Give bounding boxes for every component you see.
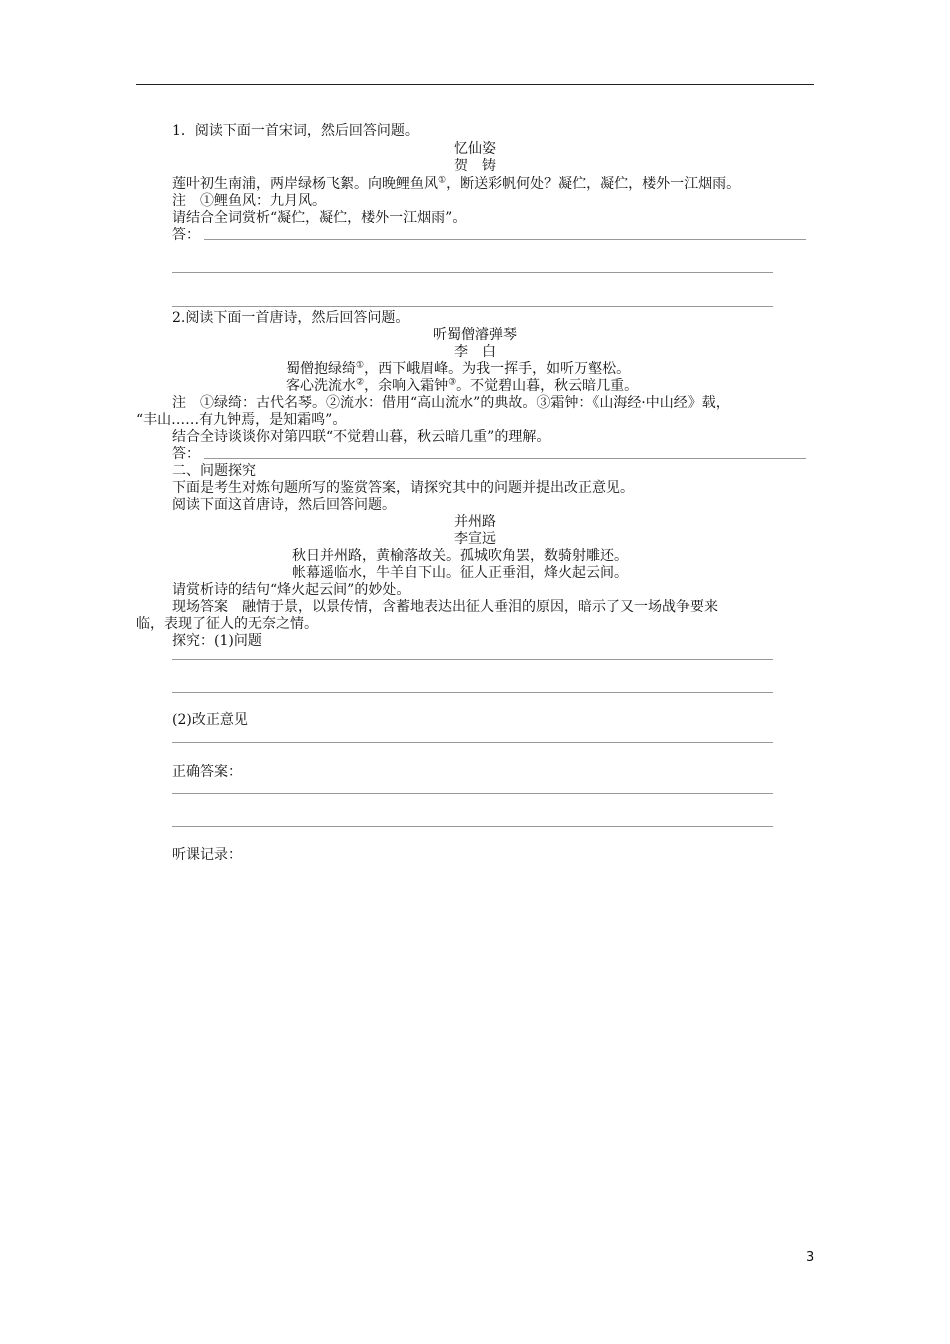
q2-prompt: 2.阅读下面一首唐诗，然后回答问题。 (172, 310, 410, 326)
explore-problem-label: 探究：(1)问题 (172, 633, 262, 649)
fix-suggestion-line[interactable] (172, 742, 773, 743)
section2-poem-title: 并州路 (454, 514, 496, 530)
section2-poem-line-1: 秋日并州路，黄榆落故关。孤城吹角罢，数骑射雕还。 (292, 548, 628, 564)
page-number: 3 (806, 1250, 815, 1265)
section2-intro: 下面是考生对炼句题所写的鉴赏答案，请探究其中的问题并提出改正意见。 (172, 480, 634, 496)
q1-poem-author: 贺 铸 (454, 158, 496, 174)
section2-poem-author: 李宣远 (454, 531, 496, 547)
q1-note: 注 ①鲤鱼风：九月风。 (172, 193, 326, 209)
section2-heading: 二、问题探究 (172, 463, 256, 479)
q1-footnote-mark: ① (438, 175, 447, 186)
q1-answer-line-2[interactable] (172, 272, 773, 273)
q2-poem-line-2-a: 客心洗流水 (286, 378, 356, 394)
q2-footnote-mark-2: ② (356, 377, 365, 388)
q1-prompt: 1．阅读下面一首宋词，然后回答问题。 (172, 123, 419, 139)
q2-answer-line[interactable] (204, 458, 806, 459)
q2-poem-line-1-a: 蜀僧抱绿绮 (286, 361, 356, 377)
header-rule (136, 84, 814, 85)
q2-poem-title: 听蜀僧濬弹琴 (433, 327, 517, 343)
q1-poem-text-b: ，断送彩帆何处？凝伫，凝伫，楼外一江烟雨。 (446, 176, 741, 192)
q1-poem-title: 忆仙姿 (454, 141, 496, 157)
q1-answer-label: 答： (172, 227, 200, 243)
fix-suggestion-label: (2)改正意见 (172, 712, 248, 728)
q2-poem-line-2-c: 。不觉碧山暮，秋云暗几重。 (456, 378, 639, 394)
section2-question: 请赏析诗的结句“烽火起云间”的妙处。 (172, 582, 411, 598)
q1-poem-text (172, 175, 740, 193)
q2-poem-line-1 (286, 360, 630, 378)
q1-answer-line-3[interactable] (172, 306, 773, 307)
q1-poem-text-a: 莲叶初生南浦，两岸绿杨飞絮。向晚鲤鱼风 (172, 176, 438, 192)
correct-answer-label: 正确答案： (172, 764, 242, 780)
q2-poem-line-2-b: ，余响入霜钟 (364, 378, 449, 394)
q1-question: 请结合全词赏析“凝伫，凝伫，楼外一江烟雨”。 (172, 210, 467, 226)
q2-answer-label: 答： (172, 446, 200, 462)
onsite-answer-line-2: 临，表现了征人的无奈之情。 (136, 616, 318, 632)
explore-problem-line-1[interactable] (172, 659, 773, 660)
q2-footnote-mark-1: ① (356, 360, 365, 371)
class-notes-label: 听课记录： (172, 847, 242, 863)
section2-prompt: 阅读下面这首唐诗，然后回答问题。 (172, 497, 396, 513)
q2-footnote-mark-3: ③ (448, 377, 457, 388)
q2-poem-author: 李 白 (454, 344, 496, 360)
q2-note-line-1: 注 ①绿绮：古代名琴。②流水：借用“高山流水”的典故。③霜钟：《山海经·中山经》载， (172, 395, 730, 411)
explore-problem-line-2[interactable] (172, 692, 773, 693)
q2-poem-line-1-b: ，西下峨眉峰。为我一挥手，如听万壑松。 (364, 361, 631, 377)
correct-answer-line-1[interactable] (172, 793, 773, 794)
onsite-answer-line-1: 现场答案 融情于景，以景传情，含蓄地表达出征人垂泪的原因，暗示了又一场战争要来 (172, 599, 718, 615)
correct-answer-line-2[interactable] (172, 826, 773, 827)
q2-question: 结合全诗谈谈你对第四联“不觉碧山暮，秋云暗几重”的理解。 (172, 429, 551, 445)
q2-note-line-2: “丰山……有九钟焉，是知霜鸣”。 (136, 412, 347, 428)
section2-poem-line-2: 帐幕遥临水，牛羊自下山。征人正垂泪，烽火起云间。 (292, 565, 628, 581)
q2-poem-line-2 (286, 377, 638, 395)
q1-answer-line-1[interactable] (204, 239, 806, 240)
